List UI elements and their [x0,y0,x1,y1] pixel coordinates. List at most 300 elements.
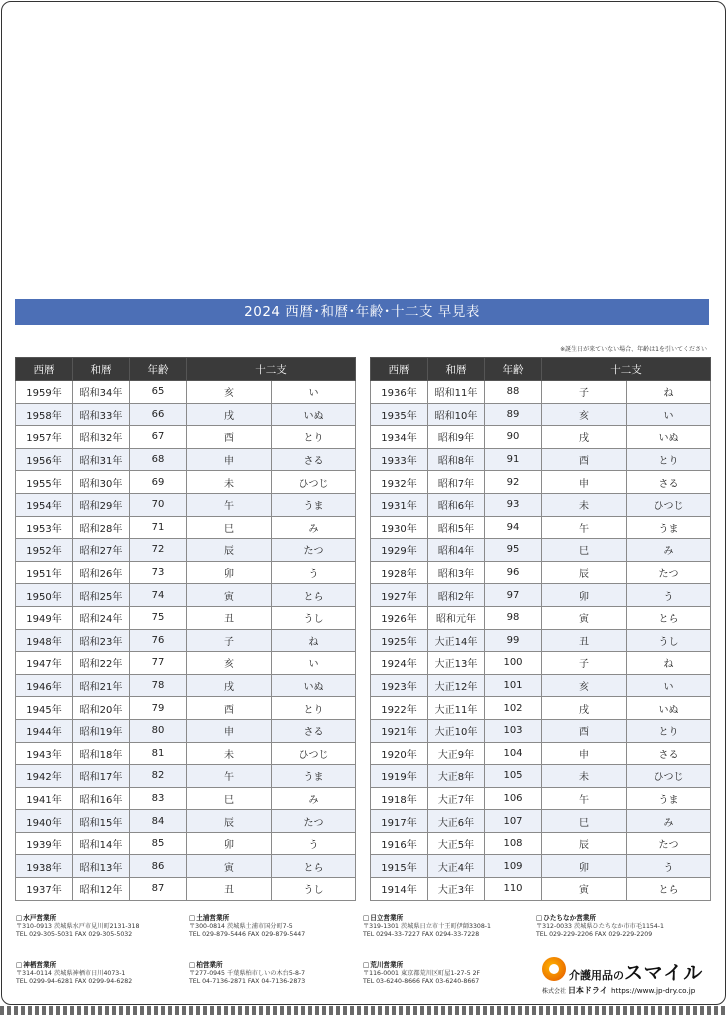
table-row [371,629,711,652]
table-row [371,810,711,833]
cell-eto-kana: とら [272,584,356,607]
table-row [371,765,711,788]
cell-eto-kana: いぬ [272,403,356,426]
cell-eto-kana: さる [272,719,356,742]
cell-eto-kanji: 戌 [542,697,627,720]
cell-age: 70 [130,493,187,516]
cell-eto-kana: とり [272,426,356,449]
cell-age: 102 [485,697,542,720]
cell-wareki: 昭和15年 [73,810,130,833]
table-row [16,629,356,652]
table-row [16,381,356,404]
cell-age: 71 [130,516,187,539]
cell-eto-kanji: 酉 [187,426,272,449]
office-phone: TEL 0294-33-7227 FAX 0294-33-7228 [363,931,480,939]
age-table-left-body [16,381,356,901]
cell-wareki: 大正3年 [428,878,485,901]
cell-wareki: 昭和24年 [73,606,130,629]
cell-eto-kanji: 申 [542,471,627,494]
table-row [371,787,711,810]
cell-eto-kanji: 午 [187,765,272,788]
cell-age: 79 [130,697,187,720]
cell-seireki: 1924年 [371,652,428,675]
table-row [371,493,711,516]
cell-eto-kana: たつ [627,832,711,855]
cell-wareki: 昭和2年 [428,584,485,607]
cell-seireki: 1947年 [16,652,73,675]
cell-wareki: 昭和23年 [73,629,130,652]
cell-age: 89 [485,403,542,426]
cell-eto-kana: ね [627,381,711,404]
table-row [16,403,356,426]
office-kamisu [16,961,132,987]
table-row [16,674,356,697]
cell-seireki: 1952年 [16,539,73,562]
cell-wareki: 昭和29年 [73,493,130,516]
cell-wareki: 大正12年 [428,674,485,697]
cell-wareki: 大正13年 [428,652,485,675]
cell-wareki: 昭和13年 [73,855,130,878]
cell-seireki: 1959年 [16,381,73,404]
cell-wareki: 大正5年 [428,832,485,855]
office-phone: TEL 029-305-5031 FAX 029-305-5032 [16,931,133,939]
table-row [16,652,356,675]
table-row [16,742,356,765]
cell-eto-kanji: 寅 [542,878,627,901]
company-url[interactable]: https://www.jp-dry.co.jp [611,986,696,995]
table-row [371,652,711,675]
cell-seireki: 1941年 [16,787,73,810]
cell-wareki: 昭和28年 [73,516,130,539]
office-kashiwa [189,961,305,987]
company-prefix: 株式会社 [542,988,567,995]
cell-age: 107 [485,810,542,833]
page-title: 2024 西暦･和暦･年齢･十二支 早見表 [15,299,709,325]
table-row [371,742,711,765]
header-wareki: 和暦 [73,358,130,381]
table-row [16,539,356,562]
table-row [371,403,711,426]
cell-wareki: 昭和6年 [428,493,485,516]
cell-eto-kana: ひつじ [272,742,356,765]
cell-seireki: 1922年 [371,697,428,720]
cell-wareki: 大正8年 [428,765,485,788]
cell-eto-kana: う [272,832,356,855]
office-phone: TEL 029-879-5446 FAX 029-879-5447 [189,931,306,939]
cell-seireki: 1948年 [16,629,73,652]
office-arakawa [363,961,480,987]
cell-wareki: 昭和4年 [428,539,485,562]
cell-age: 109 [485,855,542,878]
table-row [371,719,711,742]
cell-eto-kana: み [627,539,711,562]
table-row [371,426,711,449]
cell-eto-kanji: 申 [542,742,627,765]
cell-seireki: 1939年 [16,832,73,855]
cell-eto-kana: たつ [627,561,711,584]
cell-age: 108 [485,832,542,855]
cell-eto-kanji: 戌 [187,403,272,426]
cell-wareki: 昭和12年 [73,878,130,901]
table-row [16,561,356,584]
cell-seireki: 1929年 [371,539,428,562]
office-name: □ 荒川営業所 [363,961,480,970]
logo-brand [569,958,703,985]
cell-eto-kanji: 巳 [187,516,272,539]
cell-seireki: 1940年 [16,810,73,833]
cell-eto-kanji: 亥 [542,403,627,426]
cell-age: 85 [130,832,187,855]
cell-eto-kanji: 申 [187,448,272,471]
table-row [371,539,711,562]
cell-eto-kanji: 酉 [542,719,627,742]
cell-seireki: 1955年 [16,471,73,494]
office-name: □ ひたちなか営業所 [536,914,664,923]
cell-eto-kanji: 寅 [187,584,272,607]
cell-wareki: 大正6年 [428,810,485,833]
cell-eto-kanji: 未 [187,471,272,494]
cell-seireki: 1933年 [371,448,428,471]
cell-seireki: 1936年 [371,381,428,404]
cell-seireki: 1957年 [16,426,73,449]
table-row [371,584,711,607]
cell-wareki: 昭和25年 [73,584,130,607]
cell-wareki: 昭和16年 [73,787,130,810]
table-row [371,448,711,471]
table-row [16,855,356,878]
cell-seireki: 1954年 [16,493,73,516]
table-row [371,561,711,584]
cell-seireki: 1930年 [371,516,428,539]
cell-seireki: 1914年 [371,878,428,901]
cell-wareki: 大正7年 [428,787,485,810]
age-table-right-body [371,381,711,901]
cell-wareki: 大正9年 [428,742,485,765]
cell-age: 76 [130,629,187,652]
cell-age: 75 [130,606,187,629]
table-row [371,855,711,878]
office-hitachinaka [536,914,664,940]
cell-wareki: 昭和7年 [428,471,485,494]
cell-age: 103 [485,719,542,742]
cell-eto-kana: とら [627,606,711,629]
cell-eto-kana: い [272,652,356,675]
table-row [16,606,356,629]
cell-eto-kanji: 戌 [542,426,627,449]
header-eto: 十二支 [542,358,711,381]
cell-eto-kanji: 丑 [542,629,627,652]
cell-seireki: 1950年 [16,584,73,607]
cell-eto-kanji: 辰 [187,539,272,562]
cell-wareki: 大正4年 [428,855,485,878]
table-row [16,516,356,539]
table-row [16,719,356,742]
table-row [16,584,356,607]
cell-seireki: 1915年 [371,855,428,878]
cell-eto-kanji: 未 [542,493,627,516]
cell-eto-kana: ひつじ [627,765,711,788]
cell-wareki: 昭和11年 [428,381,485,404]
age-table-left [15,357,356,901]
cell-wareki: 昭和19年 [73,719,130,742]
cell-seireki: 1934年 [371,426,428,449]
cell-eto-kana: さる [627,471,711,494]
cell-eto-kana: ね [272,629,356,652]
cell-eto-kana: とり [272,697,356,720]
header-wareki: 和暦 [428,358,485,381]
cell-age: 68 [130,448,187,471]
cell-age: 88 [485,381,542,404]
cell-eto-kana: うま [272,493,356,516]
office-name: □ 日立営業所 [363,914,491,923]
cell-eto-kana: うし [627,629,711,652]
cell-age: 78 [130,674,187,697]
cell-age: 92 [485,471,542,494]
cell-seireki: 1927年 [371,584,428,607]
office-address: 〒319-1301 茨城県日立市十王町伊師3308-1 [363,922,491,930]
cell-eto-kana: とり [627,448,711,471]
cell-wareki: 昭和3年 [428,561,485,584]
cell-wareki: 昭和8年 [428,448,485,471]
header-age: 年齢 [130,358,187,381]
cell-eto-kana: いぬ [627,697,711,720]
cell-age: 105 [485,765,542,788]
cell-age: 106 [485,787,542,810]
cell-eto-kana: さる [272,448,356,471]
cell-eto-kanji: 午 [542,516,627,539]
office-address: 〒300-0814 茨城県土浦市国分町7-5 [189,922,293,930]
cell-age: 87 [130,878,187,901]
cell-age: 99 [485,629,542,652]
cell-eto-kanji: 酉 [542,448,627,471]
cell-eto-kana: み [627,810,711,833]
cell-seireki: 1953年 [16,516,73,539]
cell-age: 72 [130,539,187,562]
perforation-strip [0,1006,727,1015]
cell-wareki: 昭和21年 [73,674,130,697]
office-name: □ 水戸営業所 [16,914,139,923]
cell-seireki: 1943年 [16,742,73,765]
cell-age: 86 [130,855,187,878]
company-logo [540,955,710,1000]
cell-age: 80 [130,719,187,742]
cell-age: 77 [130,652,187,675]
office-address: 〒277-0945 千葉県柏市しいの木台5-8-7 [189,969,306,977]
cell-eto-kana: み [272,787,356,810]
cell-age: 94 [485,516,542,539]
office-name: □ 柏営業所 [189,961,305,970]
cell-eto-kanji: 卯 [542,584,627,607]
office-tsuchiura [189,914,305,940]
cell-wareki: 昭和20年 [73,697,130,720]
cell-eto-kanji: 未 [542,765,627,788]
cell-age: 83 [130,787,187,810]
cell-wareki: 大正11年 [428,697,485,720]
cell-seireki: 1916年 [371,832,428,855]
cell-eto-kana: とら [272,855,356,878]
office-name: □ 土浦営業所 [189,914,305,923]
cell-age: 90 [485,426,542,449]
cell-seireki: 1921年 [371,719,428,742]
office-address: 〒310-0913 茨城県水戸市見川町2131-318 [16,922,140,930]
cell-age: 81 [130,742,187,765]
cell-eto-kana: い [627,674,711,697]
table-row [16,832,356,855]
cell-eto-kana: たつ [272,810,356,833]
cell-eto-kanji: 亥 [187,652,272,675]
cell-age: 74 [130,584,187,607]
office-phone: TEL 0299-94-6281 FAX 0299-94-6282 [16,978,133,986]
cell-eto-kana: い [272,381,356,404]
cell-eto-kana: う [272,561,356,584]
header-seireki: 西暦 [371,358,428,381]
cell-eto-kanji: 辰 [187,810,272,833]
cell-age: 101 [485,674,542,697]
logo-company [542,985,608,996]
age-table-right [370,357,711,901]
cell-eto-kanji: 寅 [187,855,272,878]
cell-age: 96 [485,561,542,584]
cell-wareki: 昭和34年 [73,381,130,404]
cell-eto-kanji: 午 [187,493,272,516]
cell-seireki: 1920年 [371,742,428,765]
table-row [371,606,711,629]
cell-eto-kana: う [627,584,711,607]
cell-eto-kana: ひつじ [272,471,356,494]
cell-wareki: 昭和22年 [73,652,130,675]
office-address: 〒116-0001 東京都荒川区町屋1-27-5 2F [363,969,481,977]
cell-eto-kana: ひつじ [627,493,711,516]
cell-seireki: 1926年 [371,606,428,629]
cell-age: 67 [130,426,187,449]
cell-seireki: 1932年 [371,471,428,494]
cell-wareki: 昭和27年 [73,539,130,562]
office-name: □ 神栖営業所 [16,961,132,970]
header-eto: 十二支 [187,358,356,381]
cell-seireki: 1935年 [371,403,428,426]
cell-eto-kanji: 戌 [187,674,272,697]
cell-eto-kanji: 未 [187,742,272,765]
cell-age: 104 [485,742,542,765]
office-phone: TEL 03-6240-8666 FAX 03-6240-8667 [363,978,480,986]
cell-age: 97 [485,584,542,607]
company-name: 日本ドライ [567,986,608,995]
cell-age: 73 [130,561,187,584]
office-address: 〒314-0114 茨城県神栖市日川4073-1 [16,969,126,977]
cell-seireki: 1956年 [16,448,73,471]
table-row [371,674,711,697]
table-row [371,381,711,404]
cell-eto-kanji: 辰 [542,561,627,584]
cell-eto-kanji: 卯 [542,855,627,878]
cell-eto-kana: うま [272,765,356,788]
cell-wareki: 昭和10年 [428,403,485,426]
table-row [371,832,711,855]
cell-eto-kana: うし [272,878,356,901]
cell-eto-kanji: 巳 [542,810,627,833]
table-row [371,471,711,494]
cell-wareki: 昭和32年 [73,426,130,449]
cell-eto-kanji: 亥 [542,674,627,697]
table-row [16,765,356,788]
cell-eto-kana: いぬ [272,674,356,697]
cell-wareki: 昭和14年 [73,832,130,855]
cell-age: 84 [130,810,187,833]
cell-seireki: 1919年 [371,765,428,788]
cell-eto-kana: うま [627,516,711,539]
cell-wareki: 大正14年 [428,629,485,652]
cell-eto-kanji: 子 [542,652,627,675]
cell-eto-kanji: 亥 [187,381,272,404]
cell-age: 69 [130,471,187,494]
cell-age: 66 [130,403,187,426]
cell-eto-kanji: 酉 [187,697,272,720]
cell-wareki: 昭和元年 [428,606,485,629]
table-row [16,471,356,494]
cell-eto-kanji: 辰 [542,832,627,855]
cell-age: 100 [485,652,542,675]
table-row [16,697,356,720]
cell-wareki: 昭和5年 [428,516,485,539]
cell-eto-kana: いぬ [627,426,711,449]
cell-eto-kana: い [627,403,711,426]
cell-age: 91 [485,448,542,471]
cell-wareki: 昭和17年 [73,765,130,788]
cell-wareki: 昭和30年 [73,471,130,494]
table-row [371,878,711,901]
cell-wareki: 昭和33年 [73,403,130,426]
header-seireki: 西暦 [16,358,73,381]
cell-eto-kana: とら [627,878,711,901]
cell-seireki: 1937年 [16,878,73,901]
cell-eto-kanji: 丑 [187,878,272,901]
cell-eto-kanji: 卯 [187,561,272,584]
office-address: 〒312-0033 茨城県ひたちなか市市毛1154-1 [536,922,664,930]
cell-wareki: 昭和31年 [73,448,130,471]
table-row [16,810,356,833]
table-row [16,878,356,901]
cell-wareki: 大正10年 [428,719,485,742]
table-row [16,787,356,810]
cell-age: 110 [485,878,542,901]
cell-seireki: 1944年 [16,719,73,742]
cell-wareki: 昭和9年 [428,426,485,449]
cell-eto-kanji: 子 [187,629,272,652]
cell-seireki: 1918年 [371,787,428,810]
cell-wareki: 昭和26年 [73,561,130,584]
cell-eto-kanji: 卯 [187,832,272,855]
cell-seireki: 1917年 [371,810,428,833]
office-phone: TEL 029-229-2206 FAX 029-229-2209 [536,931,653,939]
table-row [371,516,711,539]
logo-tagline: 介護用品の [569,969,624,982]
cell-eto-kana: たつ [272,539,356,562]
cell-seireki: 1949年 [16,606,73,629]
office-phone: TEL 04-7136-2871 FAX 04-7136-2873 [189,978,306,986]
cell-eto-kana: ね [627,652,711,675]
table-row [16,493,356,516]
cell-eto-kana: さる [627,742,711,765]
cell-eto-kanji: 申 [187,719,272,742]
smile-logo-icon [542,957,566,981]
cell-eto-kanji: 丑 [187,606,272,629]
cell-seireki: 1946年 [16,674,73,697]
cell-eto-kanji: 寅 [542,606,627,629]
cell-eto-kanji: 巳 [542,539,627,562]
table-row [16,426,356,449]
cell-eto-kanji: 巳 [187,787,272,810]
table-row [16,448,356,471]
